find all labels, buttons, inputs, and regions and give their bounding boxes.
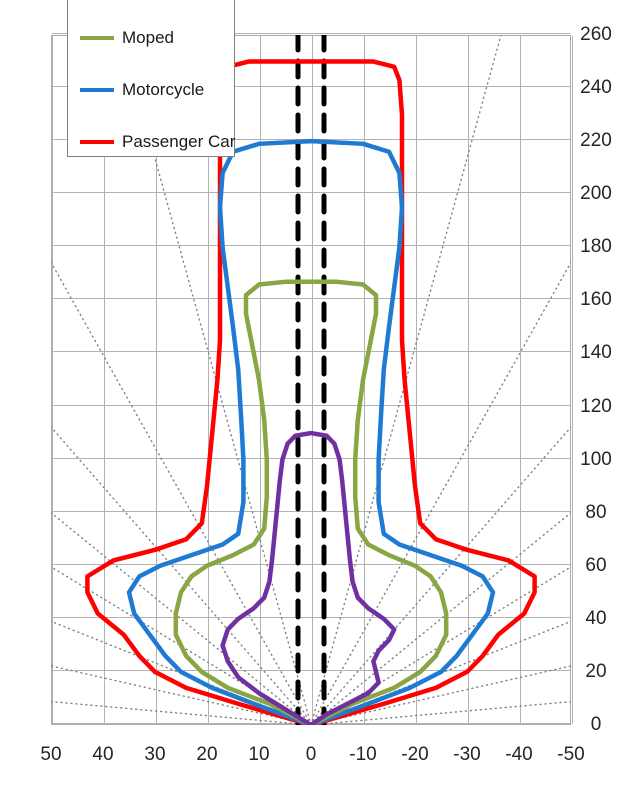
legend-item [80,132,235,152]
x-tick-label: 260 [580,24,612,45]
y-tick-label: 0 [305,744,317,765]
legend-item [80,28,174,48]
x-tick-label: 80 [585,501,607,523]
legend-label: Moped [121,28,174,48]
x-tick-label: 0 [590,714,602,735]
y-tick-label: 20 [196,744,218,765]
y-tick-label: 10 [248,744,270,765]
legend-item [80,80,204,100]
x-tick-label: 200 [580,183,612,205]
guide-ray [0,202,311,725]
y-tick-label: -10 [349,744,377,765]
x-tick-label: 240 [580,77,612,99]
y-tick-label: 40 [92,744,114,765]
legend-label: Motorcycle [121,80,204,100]
rotated-chart-container [11,15,631,785]
x-tick-label: 40 [585,607,607,629]
series-pedestrian [223,433,395,725]
series-moped [176,282,446,725]
x-tick-label: 60 [585,554,607,576]
y-tick-label: -30 [453,744,481,765]
x-tick-label: 140 [580,342,612,364]
y-tick-label: 50 [40,744,62,765]
legend-swatch [80,36,114,40]
y-tick-label: -50 [557,744,585,765]
y-tick-label: -20 [401,744,429,765]
legend-swatch [80,140,114,144]
x-tick-label: 20 [585,660,607,682]
x-tick-label: 100 [580,448,612,470]
legend-swatch [80,88,114,92]
y-tick-label: 30 [144,744,166,765]
x-tick-label: 160 [580,289,612,311]
y-tick-label: -40 [505,744,533,765]
x-tick-label: 120 [580,395,612,417]
series-passenger-car [87,62,534,725]
guide-ray [0,74,311,725]
chart-legend [67,0,235,157]
x-tick-label: 180 [580,236,612,258]
x-tick-label: 220 [580,130,612,152]
guide-ray [311,0,543,725]
legend-label: Passenger Car [121,132,235,152]
